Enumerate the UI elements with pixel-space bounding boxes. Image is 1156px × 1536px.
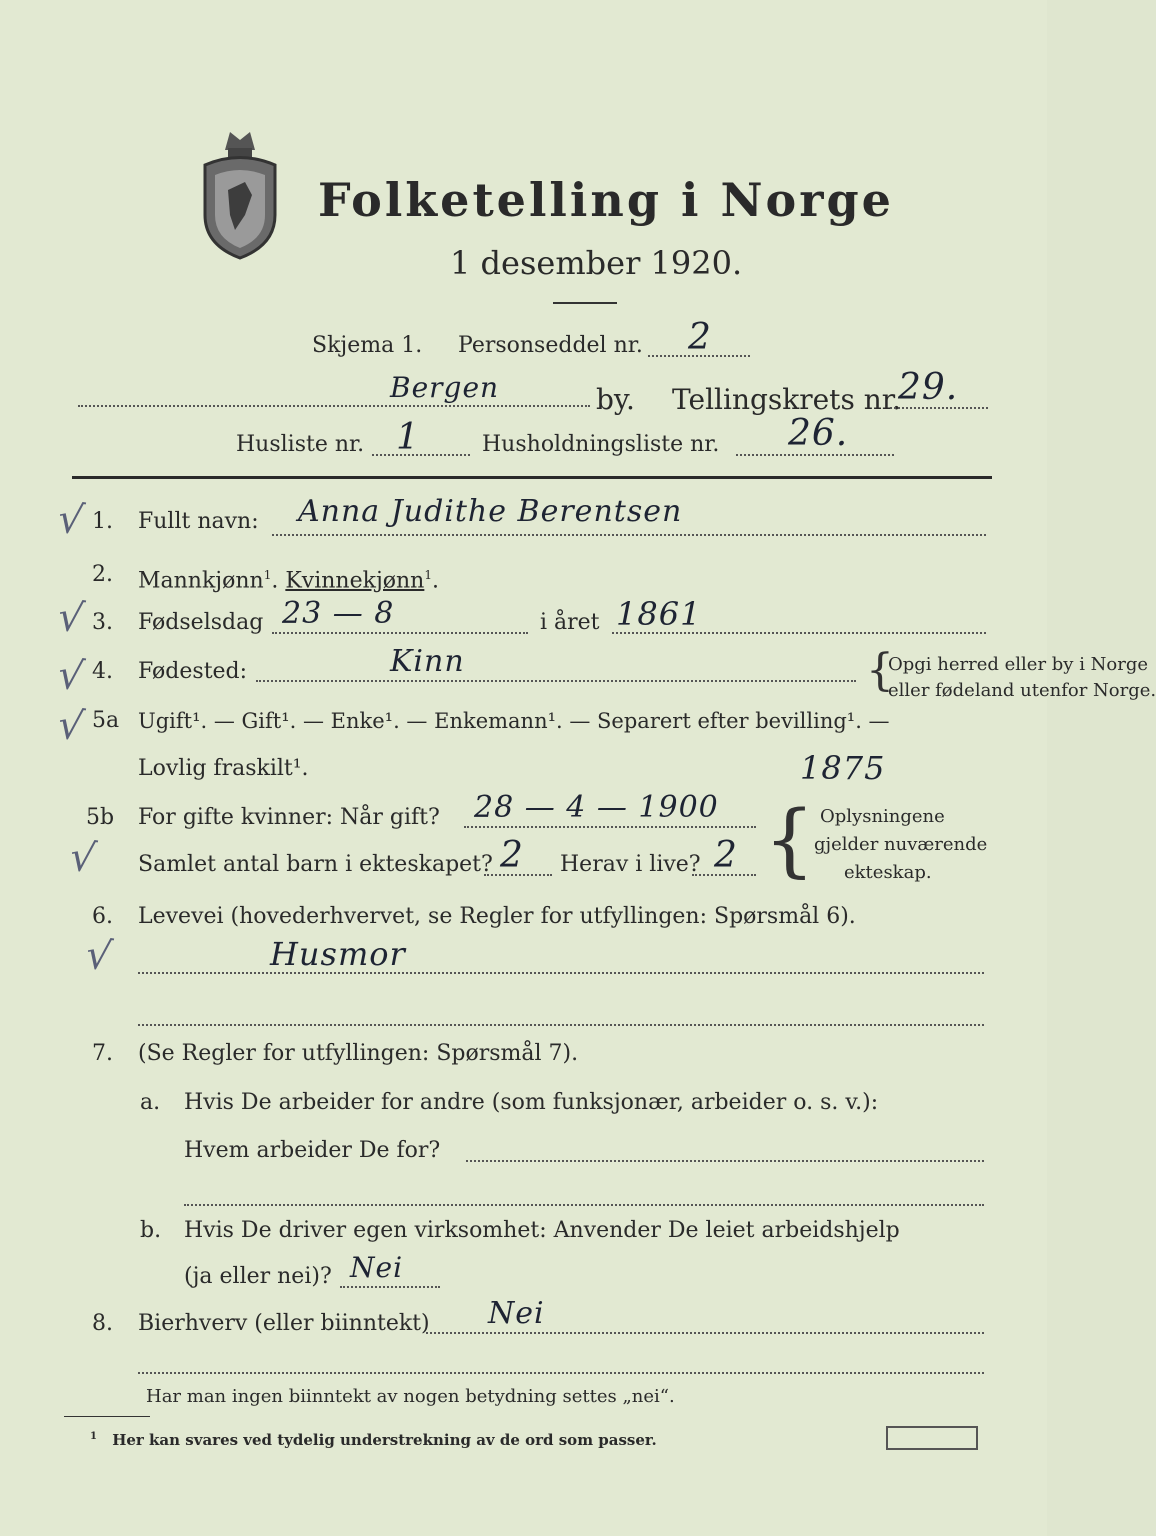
- q7a-number: a.: [140, 1090, 161, 1115]
- q1-label: Fullt navn:: [138, 509, 259, 534]
- footnote: $^1$ Her kan svares ved tydelig understrekning av de ord som passer.: [90, 1431, 657, 1449]
- q4-note-1: Opgi herred eller by i Norge: [888, 654, 1149, 675]
- q2-number: 2.: [92, 562, 113, 587]
- q7-number: 7.: [92, 1041, 113, 1066]
- q6-label: Levevei (hovederhvervet, se Regler for utfyllingen: Spørsmål 6).: [138, 904, 856, 929]
- check-mark-icon: √: [82, 931, 115, 981]
- q5b-value-3: 2: [714, 835, 738, 876]
- header-divider: [72, 476, 992, 479]
- q7b-number: b.: [140, 1218, 162, 1243]
- q5b-brace: {: [764, 793, 815, 886]
- q4-label: Fødested:: [138, 659, 248, 684]
- check-mark-icon: √: [66, 833, 99, 883]
- q4-number: 4.: [92, 659, 113, 684]
- q3-year-label: i året: [540, 610, 600, 635]
- footnote-rule: [64, 1416, 150, 1417]
- q5b-note-2: gjelder nuværende: [814, 834, 988, 855]
- q5a-line-1: Ugift¹. — Gift¹. — Enke¹. — Enkemann¹. — Separert efter bevilling¹. —: [138, 709, 890, 733]
- q5b-label-3: Herav i live?: [560, 852, 701, 877]
- q5a-margin-note: 1875: [800, 749, 886, 787]
- form-title: Folketelling i Norge: [318, 173, 894, 227]
- q2-options: Mannkjønn$^1$. Kvinnekjønn$^1$.: [138, 568, 439, 594]
- q7b-line-1: Hvis De driver egen virksomhet: Anvender De leiet arbeidshjelp: [184, 1218, 900, 1243]
- husholdning-label: Husholdningsliste nr.: [482, 432, 720, 457]
- q5a-number: 5a: [92, 708, 120, 733]
- q3-number: 3.: [92, 610, 113, 635]
- coat-of-arms-icon: [190, 120, 290, 260]
- check-mark-icon: √: [54, 593, 87, 643]
- q5b-value-1: 28 — 4 — 1900: [474, 790, 719, 825]
- q8-label: Bierhverv (eller biinntekt): [138, 1311, 430, 1336]
- by-label: by.: [596, 383, 635, 416]
- q5b-value-2: 2: [500, 835, 524, 876]
- personseddel-label: Personseddel nr.: [458, 333, 643, 358]
- q7b-line-2: (ja eller nei)?: [184, 1264, 332, 1289]
- personseddel-value: 2: [688, 317, 712, 358]
- husliste-value: 1: [396, 417, 420, 458]
- skjema-label: Skjema 1.: [312, 333, 423, 358]
- q5b-note-1: Oplysningene: [820, 806, 945, 827]
- q5b-label-1: For gifte kvinner: Når gift?: [138, 805, 440, 830]
- census-date: 1 desember 1920.: [450, 244, 743, 282]
- q3-year-value: 1861: [616, 595, 702, 633]
- tellingskrets-label: Tellingskrets nr.: [672, 383, 901, 416]
- q1-value: Anna Judithe Berentsen: [298, 494, 683, 529]
- q7b-value: Nei: [350, 1251, 404, 1284]
- q6-number: 6.: [92, 904, 113, 929]
- q3-day-value: 23 — 8: [282, 596, 395, 631]
- by-value: Bergen: [390, 371, 500, 404]
- footer-note: Har man ingen biinntekt av nogen betydning settes „nei“.: [146, 1386, 675, 1407]
- q4-note-2: eller fødeland utenfor Norge.: [888, 680, 1156, 701]
- check-mark-icon: √: [54, 701, 87, 751]
- q5a-line-2: Lovlig fraskilt¹.: [138, 756, 309, 781]
- q3-label: Fødselsdag: [138, 610, 264, 635]
- q5b-label-2: Samlet antal barn i ekteskapet?: [138, 852, 493, 877]
- q7-label: (Se Regler for utfyllingen: Spørsmål 7).: [138, 1041, 579, 1066]
- husholdning-value: 26.: [788, 413, 849, 454]
- q8-value: Nei: [488, 1296, 545, 1331]
- check-mark-icon: √: [54, 651, 87, 701]
- husliste-label: Husliste nr.: [236, 432, 365, 457]
- q4-value: Kinn: [390, 644, 465, 679]
- q1-number: 1.: [92, 509, 113, 534]
- title-rule: [553, 302, 617, 304]
- check-mark-icon: √: [54, 495, 87, 545]
- q5b-number: 5b: [86, 805, 115, 830]
- printer-stamp: [886, 1426, 978, 1450]
- q6-value: Husmor: [270, 935, 406, 973]
- q8-number: 8.: [92, 1311, 113, 1336]
- q4-brace: {: [866, 645, 894, 696]
- q7a-line-1: Hvis De arbeider for andre (som funksjonær, arbeider o. s. v.):: [184, 1090, 879, 1115]
- q5b-note-3: ekteskap.: [844, 862, 932, 883]
- tellingskrets-value: 29.: [898, 367, 959, 408]
- q7a-line-2: Hvem arbeider De for?: [184, 1138, 441, 1163]
